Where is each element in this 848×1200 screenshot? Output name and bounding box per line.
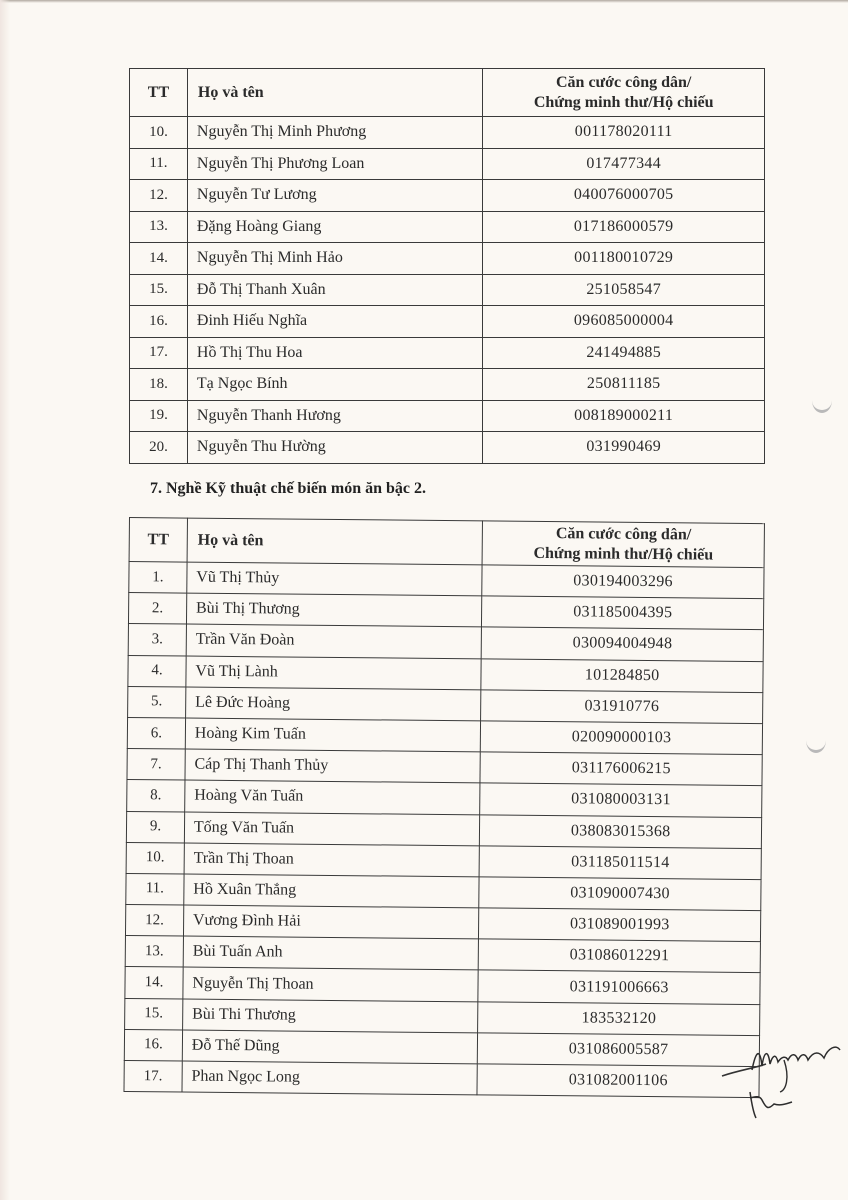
person-name: Nguyễn Thị Minh Phương — [187, 117, 482, 149]
table-row — [124, 1060, 759, 1097]
table-row — [130, 432, 765, 464]
person-name: Hoàng Kim Tuấn — [185, 718, 481, 752]
person-name: Lê Đức Hoàng — [185, 687, 481, 721]
column-header-id-line2: Chứng minh thư/Hộ chiếu — [533, 544, 714, 564]
person-name: Đinh Hiếu Nghĩa — [187, 306, 482, 338]
id-number: 030194003296 — [482, 565, 764, 599]
row-number: 16. — [130, 306, 188, 338]
id-number: 001180010729 — [483, 243, 765, 275]
id-number: 031086005587 — [478, 1033, 760, 1067]
column-header-id — [482, 521, 764, 568]
row-number: 10. — [130, 117, 188, 149]
id-number: 031185004395 — [482, 596, 764, 630]
person-name: Vũ Thị Lành — [186, 656, 482, 690]
column-header-name: Họ và tên — [187, 518, 483, 565]
id-number: 101284850 — [481, 658, 763, 692]
column-header-tt: TT — [129, 518, 187, 563]
id-number: 031990469 — [483, 432, 765, 464]
table-row — [130, 306, 765, 338]
id-number: 031080003131 — [480, 783, 762, 817]
row-number: 20. — [130, 432, 188, 464]
table-row — [130, 148, 765, 180]
person-name: Bùi Thi Thương — [182, 999, 478, 1033]
id-number: 017186000579 — [483, 211, 765, 243]
id-number: 017477344 — [483, 148, 765, 180]
id-number: 031910776 — [481, 690, 763, 724]
row-number: 2. — [128, 593, 186, 625]
table-row — [130, 337, 765, 369]
person-name: Hồ Thị Thu Hoa — [187, 337, 482, 369]
table-row — [130, 400, 765, 432]
column-header-tt: TT — [130, 69, 188, 117]
person-name: Nguyễn Thị Thoan — [183, 967, 479, 1001]
person-name: Vũ Thị Thủy — [187, 562, 483, 596]
row-number: 1. — [129, 562, 187, 594]
id-number: 031089001993 — [479, 908, 761, 942]
row-number: 9. — [126, 811, 184, 843]
section-title: 7. Nghề Kỹ thuật chế biến món ăn bậc 2. — [150, 480, 427, 497]
person-name: Phan Ngọc Long — [182, 1061, 478, 1095]
table-row — [130, 117, 765, 149]
participants-table-1 — [129, 68, 765, 464]
person-name: Nguyễn Tư Lương — [187, 180, 482, 212]
person-name: Nguyễn Thị Minh Hảo — [187, 243, 482, 275]
table-row — [130, 211, 765, 243]
row-number: 11. — [126, 873, 184, 905]
row-number: 17. — [130, 337, 188, 369]
id-number: 251058547 — [483, 274, 765, 306]
page-edge — [0, 0, 848, 3]
id-number: 031185011514 — [479, 846, 761, 880]
row-number: 19. — [130, 400, 188, 432]
column-header-id — [483, 69, 765, 117]
id-number: 001178020111 — [483, 117, 765, 149]
handwritten-signature — [720, 1030, 844, 1125]
column-header-id-line1: Căn cước công dân/ — [555, 524, 692, 543]
id-number: 031082001106 — [477, 1064, 759, 1098]
person-name: Trần Văn Đoàn — [186, 624, 482, 658]
person-name: Đặng Hoàng Giang — [187, 211, 482, 243]
id-number: 183532120 — [478, 1001, 760, 1035]
punch-hole — [806, 728, 826, 753]
person-name: Bùi Thị Thương — [186, 593, 482, 627]
table-row — [130, 180, 765, 212]
table-header-row — [129, 518, 764, 568]
id-number: 241494885 — [483, 337, 765, 369]
column-header-id-line1: Căn cước công dân/ — [556, 73, 692, 91]
id-number: 020090000103 — [481, 721, 763, 755]
row-number: 5. — [128, 686, 186, 718]
id-number: 008189000211 — [483, 400, 765, 432]
table-row — [130, 369, 765, 401]
row-number: 6. — [127, 717, 185, 749]
column-header-name: Họ và tên — [187, 69, 482, 117]
row-number: 8. — [127, 780, 185, 812]
person-name: Hoàng Văn Tuấn — [185, 780, 481, 814]
id-number: 096085000004 — [483, 306, 765, 338]
row-number: 12. — [125, 905, 183, 937]
person-name: Hồ Xuân Thắng — [184, 874, 480, 908]
row-number: 13. — [125, 936, 183, 968]
id-number: 031191006663 — [478, 970, 760, 1004]
person-name: Tống Văn Tuấn — [184, 812, 480, 846]
column-header-id-line2: Chứng minh thư/Hộ chiếu — [533, 93, 714, 111]
table-row — [130, 243, 765, 275]
row-number: 17. — [124, 1060, 182, 1092]
page-edge-left — [0, 0, 10, 1200]
row-number: 12. — [130, 180, 188, 212]
row-number: 4. — [128, 655, 186, 687]
id-number: 038083015368 — [480, 814, 762, 848]
row-number: 16. — [124, 1029, 182, 1061]
person-name: Nguyễn Thị Phương Loan — [187, 148, 482, 180]
row-number: 14. — [130, 243, 188, 275]
person-name: Nguyễn Thu Hường — [187, 432, 482, 464]
person-name: Nguyễn Thanh Hương — [187, 400, 482, 432]
person-name: Bùi Tuấn Anh — [183, 936, 479, 970]
table-header-row — [130, 69, 765, 117]
row-number: 14. — [125, 967, 183, 999]
table-row — [130, 274, 765, 306]
row-number: 7. — [127, 749, 185, 781]
person-name: Cáp Thị Thanh Thủy — [185, 749, 481, 783]
person-name: Đỗ Thế Dũng — [182, 1030, 478, 1064]
punch-hole — [812, 388, 832, 413]
id-number: 040076000705 — [483, 180, 765, 212]
row-number: 15. — [130, 274, 188, 306]
id-number: 030094004948 — [482, 627, 764, 661]
participants-table-2 — [123, 517, 764, 1098]
person-name: Đỗ Thị Thanh Xuân — [187, 274, 482, 306]
person-name: Vương Đình Hải — [183, 905, 479, 939]
id-number: 031176006215 — [480, 752, 762, 786]
id-number: 250811185 — [483, 369, 765, 401]
id-number: 031090007430 — [479, 877, 761, 911]
id-number: 031086012291 — [479, 939, 761, 973]
row-number: 10. — [126, 842, 184, 874]
person-name: Tạ Ngọc Bính — [187, 369, 482, 401]
person-name: Trần Thị Thoan — [184, 843, 480, 877]
row-number: 18. — [130, 369, 188, 401]
row-number: 11. — [130, 148, 188, 180]
row-number: 15. — [125, 998, 183, 1030]
row-number: 3. — [128, 624, 186, 656]
row-number: 13. — [130, 211, 188, 243]
